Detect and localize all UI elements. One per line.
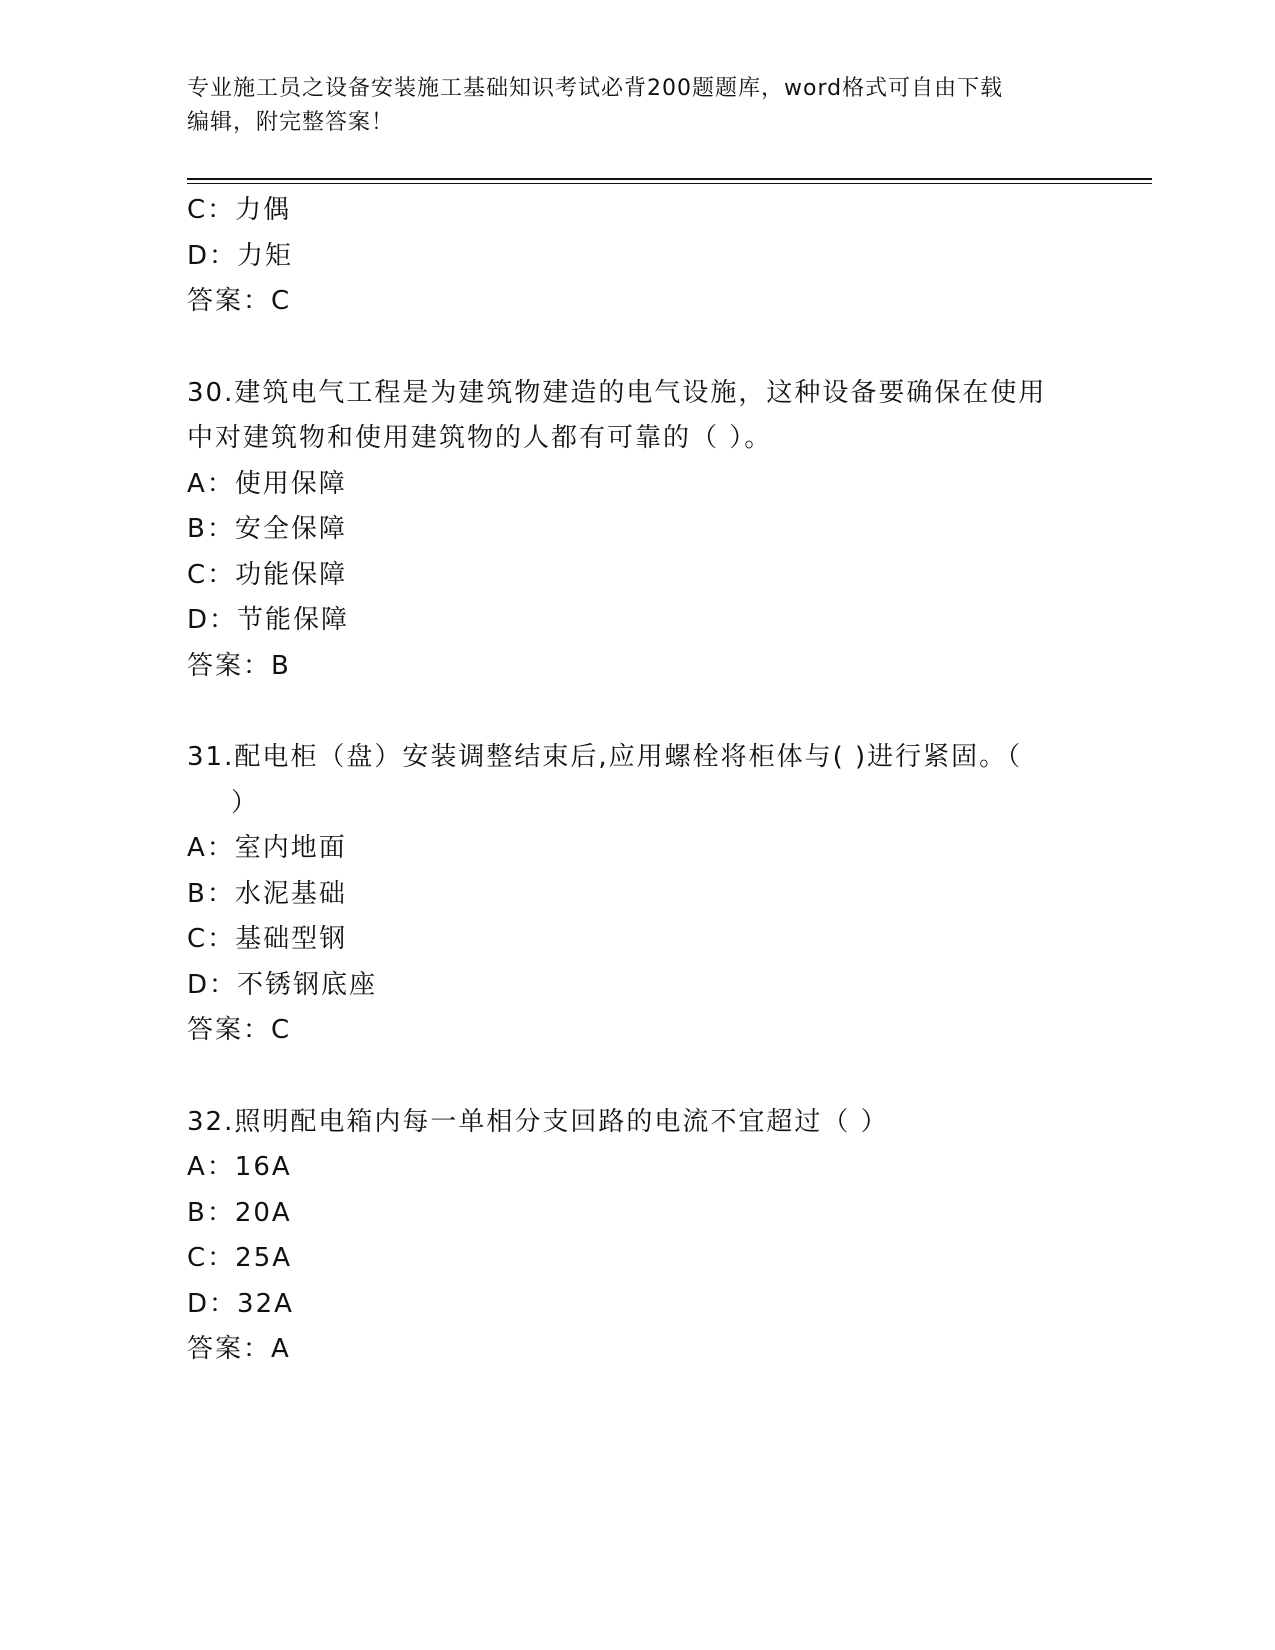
question-29-tail <box>187 188 1087 325</box>
option-c: C：基础型钢 <box>187 924 348 954</box>
question-text-line-2: 中对建筑物和使用建筑物的人都有可靠的（ ）。 <box>187 423 773 453</box>
answer-line: 答案：A <box>187 1334 291 1364</box>
option-c: C：力偶 <box>187 195 292 225</box>
option-b: B：20A <box>187 1197 292 1228</box>
question-text-line-1: 31.配电柜（盘）安装调整结束后,应用螺栓将柜体与( )进行紧固。（ <box>187 742 1023 772</box>
question-list <box>187 188 1087 1373</box>
answer-line: 答案：C <box>187 1015 292 1045</box>
option-b: B：水泥基础 <box>187 878 347 909</box>
option-a: A：16A <box>187 1152 292 1182</box>
option-c: C：功能保障 <box>187 559 348 590</box>
answer-line: 答案：C <box>187 286 292 316</box>
option-d: D：不锈钢底座 <box>187 969 378 1000</box>
spacer <box>187 1054 1087 1100</box>
question-31 <box>187 735 1087 1054</box>
header-divider-thin <box>187 183 1152 184</box>
answer-line: 答案：B <box>187 650 291 681</box>
question-32 <box>187 1100 1087 1373</box>
question-text-line-1: 30.建筑电气工程是为建筑物建造的电气设施，这种设备要确保在使用 <box>187 377 1047 408</box>
option-b: B：安全保障 <box>187 514 347 544</box>
question-text-line-2: ） <box>231 787 260 818</box>
option-d: D：32A <box>187 1288 294 1319</box>
header-title-line-2: 编辑，附完整答案！ <box>187 110 395 135</box>
question-text-line-1: 32.照明配电箱内每一单相分支回路的电流不宜超过（ ） <box>187 1106 889 1137</box>
spacer <box>187 325 1087 371</box>
option-a: A：使用保障 <box>187 468 347 499</box>
question-30 <box>187 371 1087 690</box>
header-divider-thick <box>187 178 1152 180</box>
option-c: C：25A <box>187 1243 293 1273</box>
document-header <box>187 72 1067 140</box>
option-d: D：力矩 <box>187 240 294 271</box>
option-d: D：节能保障 <box>187 605 350 635</box>
spacer <box>187 689 1087 735</box>
option-a: A：室内地面 <box>187 833 347 863</box>
header-title-line-1: 专业施工员之设备安装施工基础知识考试必背200题题库，word格式可自由下载 <box>187 76 1004 101</box>
